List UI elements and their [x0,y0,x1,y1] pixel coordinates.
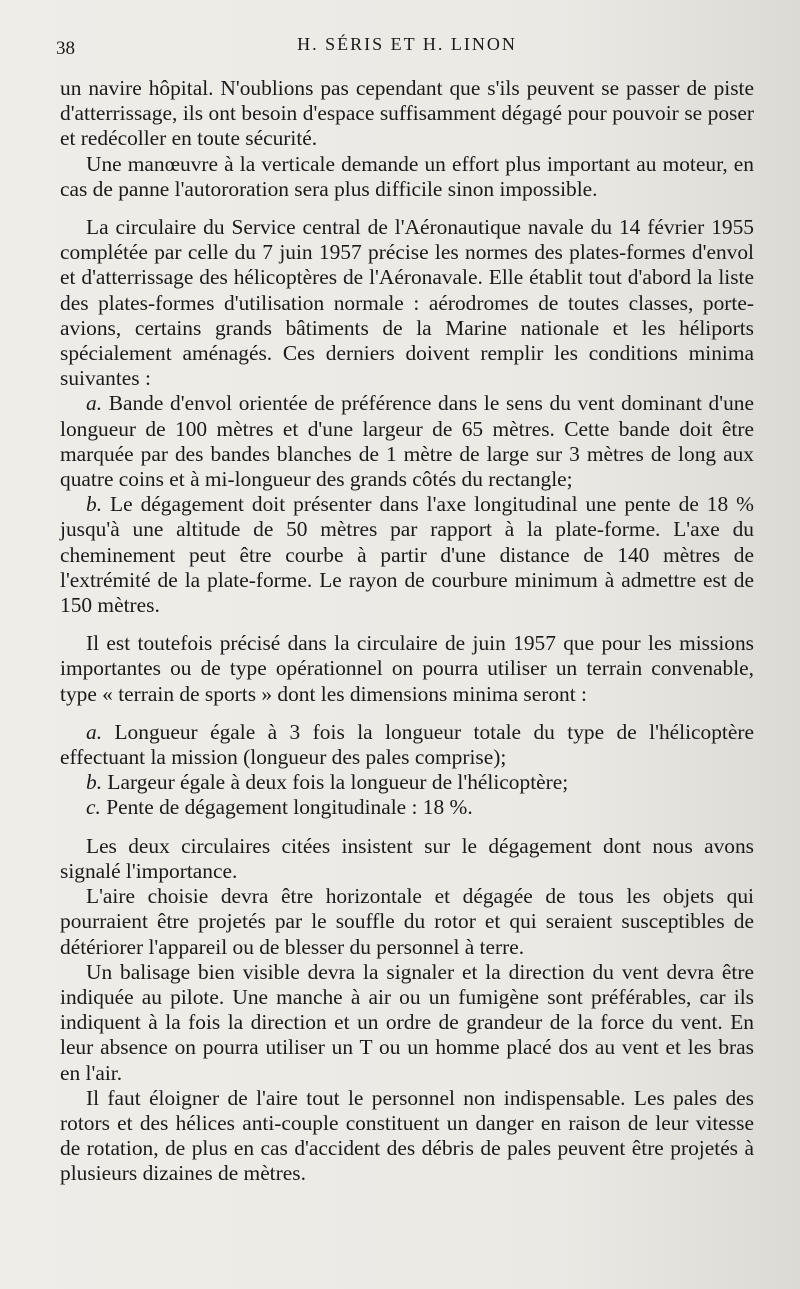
paragraph-marking: Un balisage bien visible devra la signaler et la direction du vent devra être indiquée au pilote. Une manche à air ou un fumigène sont préférables, car ils indiquent à la fois la direction et un ordre de grandeur de la force du vent. En leur absence on pourra utiliser un T ou un homme placé dos au vent et les bras en l'air. [60,959,754,1085]
paragraph-area-choice: L'aire choisie devra être horizontale et dégagée de tous les objets qui pourraient être projetés par le souffle du rotor et qui seraient susceptibles de détériorer l'appareil ou de blesser du personnel à terre. [60,884,754,959]
running-head [56,28,754,62]
list-item-width [60,770,754,795]
body-text [60,76,754,1187]
list-item-text: Longueur égale à 3 fois la longueur totale du type de l'hélicoptère effectuant la mission (longueur des pales comprise); [60,719,754,770]
list-item-text: Bande d'envol orientée de préférence dans le sens du vent dominant d'une longueur de 100 mètres et d'une largeur de 65 mètres. Cette bande doit être marquée par des bandes blanches de 1 mètre de large sur 3 mètres de long aux quatre coins et à mi-longueur des grands côtés du rectangle; [60,391,754,492]
list-marker: a. [86,391,103,416]
list-item-length [60,720,754,770]
list-marker: a. [86,719,103,744]
paragraph-clearance-importance: Les deux circulaires citées insistent sur le dégagement dont nous avons signalé l'importance. [60,833,754,883]
paragraph-engine-effort: Une manœuvre à la verticale demande un effort plus important au moteur, en cas de panne l'autororation sera plus difficile sinon impossible. [60,151,754,201]
paragraph-personnel: Il faut éloigner de l'aire tout le personnel non indispensable. Les pales des rotors et des hélices anti-couple constituent un danger en raison de leur vitesse de rotation, de plus en cas d'accident des débris de pales peuvent être projetés à plusieurs dizaines de mètres. [60,1085,754,1186]
list-marker: b. [86,492,103,517]
page-number: 38 [56,38,75,59]
list-item-runway [60,391,754,492]
list-item-clearance [60,492,754,618]
list-marker: b. [86,770,103,795]
list-item-text: Pente de dégagement longitudinale : 18 %. [106,795,473,820]
paragraph-circular-norms: La circulaire du Service central de l'Aéronautique navale du 14 février 1955 complétée par celle du 7 juin 1957 précise les normes des plates-formes d'envol et d'atterrissage des hélicoptères de l'Aéronavale. Elle établit tout d'abord la liste des plates-formes d'utilisation normale : aérodromes de toutes classes, porte-avions, certains grands bâtiments de la Marine nationale et les héliports spécialement aménagés. Ces derniers doivent remplir les conditions minima suivantes : [60,215,754,391]
list-item-text: Largeur égale à deux fois la longueur de l'hélicoptère; [107,770,569,795]
paragraph-continuation: un navire hôpital. N'oublions pas cependant que s'ils peuvent se passer de piste d'atterrissage, ils ont besoin d'espace suffisamment dégagé pour pouvoir se poser et redécoller en toute sécurité. [60,76,754,151]
list-marker: c. [86,795,101,820]
list-item-text: Le dégagement doit présenter dans l'axe longitudinal une pente de 18 % jusqu'à une altitude de 50 mètres par rapport à la plate-forme. L'axe du cheminement peut être courbe à partir d'une distance de 140 mètres de l'extrémité de la plate-forme. Le rayon de courbure minimum à admettre est de 150 mètres. [60,492,754,618]
list-item-slope [60,795,754,820]
paragraph-sports-field: Il est toutefois précisé dans la circulaire de juin 1957 que pour les missions importantes ou de type opérationnel on pourra utiliser un terrain convenable, type « terrain de sports » dont les dimensions minima seront : [60,631,754,706]
running-title: H. SÉRIS ET H. LINON [297,34,517,54]
